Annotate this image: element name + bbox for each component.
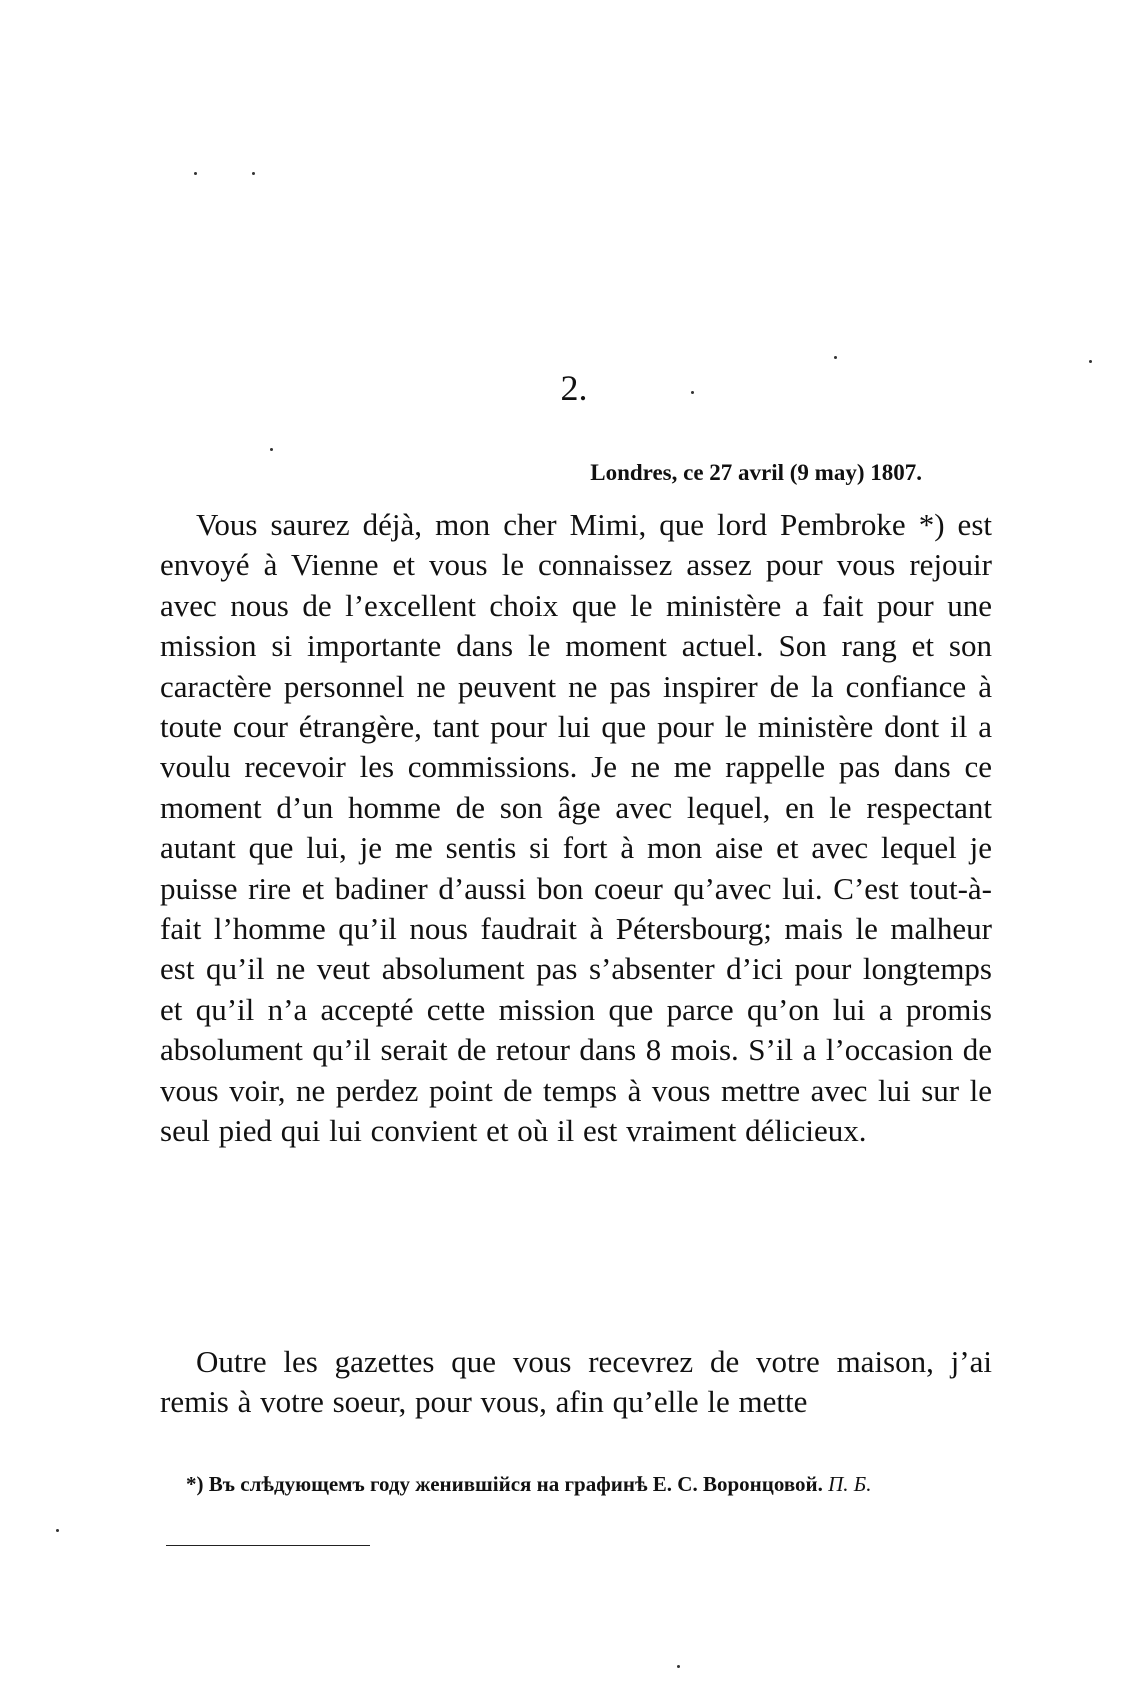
print-speck — [834, 356, 837, 359]
body-paragraph: Vous saurez déjà, mon cher Mimi, que lord Pembroke *) est envoyé à Vienne et vous le connaissez assez pour vous rejouir avec nous de l’excellent choix que le ministère a fait pour une mission si importante dans le moment actuel. Son rang et son caractère personnel ne peuvent ne pas inspirer de la confiance à toute cour étrangère, tant pour lui que pour le ministère dont il a voulu recevoir les commissions. Je ne me rappelle pas dans ce moment d’un homme de son âge avec lequel, en le respectant autant que lui, je me sentis si fort à mon aise et avec lequel je puisse rire et badiner d’aussi bon coeur qu’avec lui. C’est tout-à-fait l’homme qu’il nous faudrait à Pétersbourg; mais le malheur est qu’il ne veut absolument pas s’absenter d’ici pour longtemps et qu’il n’a accepté cette mission que parce qu’on lui a promis absolument qu’il serait de retour dans 8 mois. S’il a l’occasion de vous voir, ne perdez point de temps à vous mettre avec lui sur le seul pied qui lui convient et où il est vraiment délicieux. — [160, 507, 992, 1149]
footnote-initials: П. Б. — [828, 1472, 872, 1496]
print-speck — [1089, 360, 1092, 363]
print-speck — [252, 172, 255, 175]
print-speck — [56, 1529, 59, 1532]
footnote — [186, 1470, 1006, 1498]
body-paragraph: Outre les gazettes que vous recevrez de votre maison, j’ai remis à votre soeur, pour vous, afin qu’elle le mette — [160, 1344, 992, 1420]
footnote-divider — [166, 1545, 370, 1546]
dateline: Londres, ce 27 avril (9 may) 1807. — [590, 460, 922, 485]
print-speck — [270, 448, 273, 451]
print-speck — [194, 172, 197, 175]
letter-number: 2. — [560, 368, 588, 408]
print-speck — [677, 1665, 680, 1668]
footnote-text: *) Въ слѣдующемъ году женившійся на графинѣ Е. С. Воронцовой. — [186, 1472, 823, 1496]
